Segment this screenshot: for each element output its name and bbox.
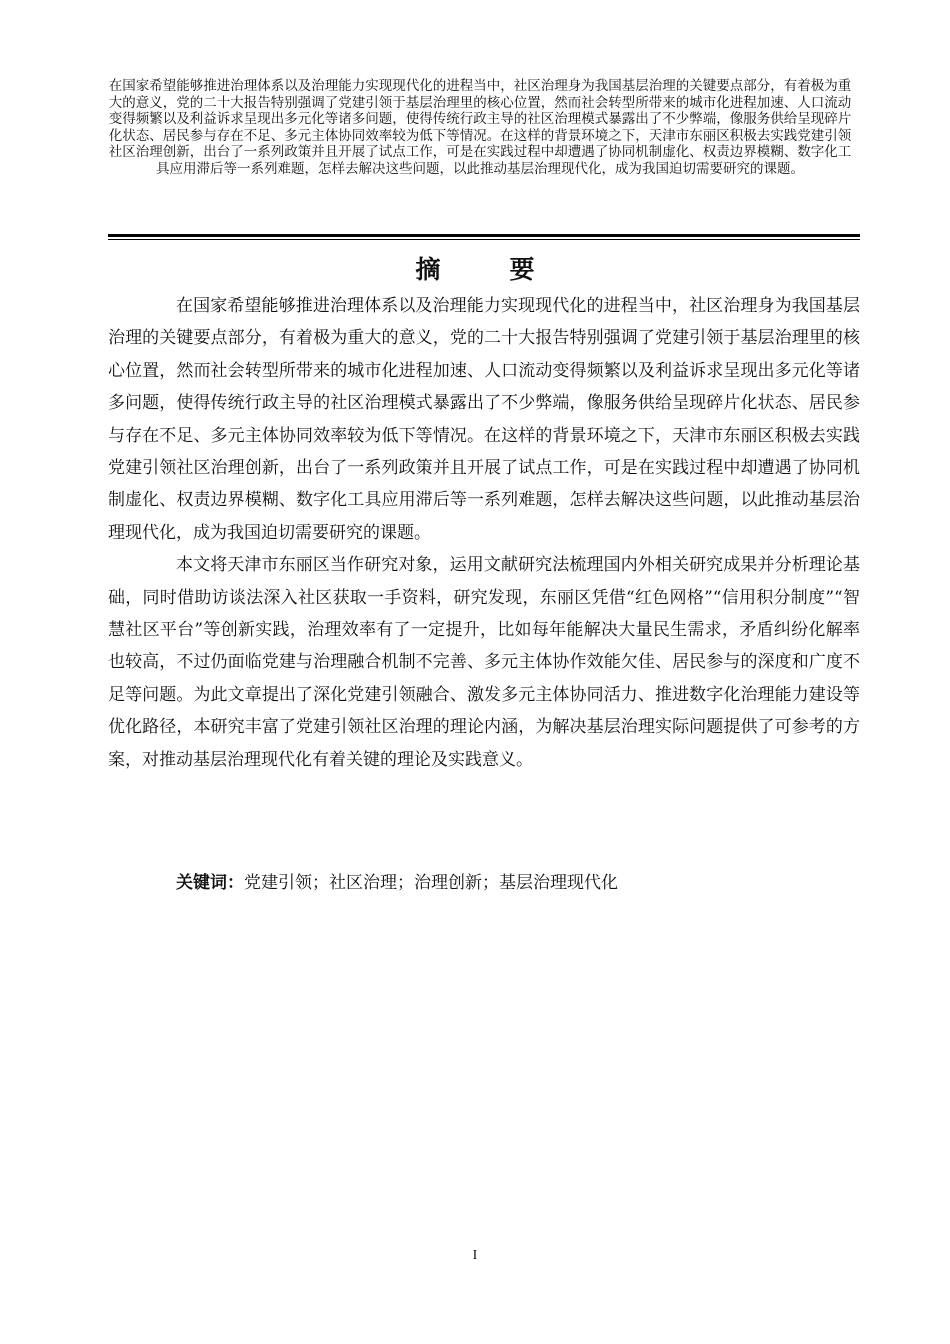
header-divider-thin bbox=[108, 239, 860, 240]
abstract-paragraph-2: 本文将天津市东丽区当作研究对象，运用文献研究法梳理国内外相关研究成果并分析理论基础，同时借助访谈法深入社区获取一手资料，研究发现，东丽区凭借“红色网格”“信用积分制度”“智慧社区平台”等创新实践，治理效率有了一定提升，比如每年能解决大量民生需求，矛盾纠纷化解率也较高，不过仍面临党建与治理融合机制不完善、多元主体协作效能欠佳、居民参与的深度和广度不足等问题。为此文章提出了深化党建引领融合、激发多元主体协同活力、推进数字化治理能力建设等优化路径，本研究丰富了党建引领社区治理的理论内涵，为解决基层治理实际问题提供了可参考的方案，对推动基层治理现代化有着关键的理论及实践意义。 bbox=[108, 555, 860, 770]
page-number: I bbox=[472, 1248, 478, 1263]
abstract-paragraph-1: 在国家希望能够推进治理体系以及治理能力实现现代化的进程当中，社区治理身为我国基层治理的关键要点部分，有着极为重大的意义，党的二十大报告特别强调了党建引领于基层治理里的核心位置，然而社会转型所带来的城市化进程加速、人口流动变得频繁以及利益诉求呈现出多元化等诸多问题，使得传统行政主导的社区治理模式暴露出了不少弊端，像服务供给呈现碎片化状态、居民参与存在不足、多元主体协同效率较为低下等情况。在这样的背景环境之下，天津市东丽区积极去实践党建引领社区治理创新，出台了一系列政策并且开展了试点工作，可是在实践过程中却遭遇了协同机制虚化、权责边界模糊、数字化工具应用滞后等一系列难题，怎样去解决这些问题，以此推动基层治理现代化，成为我国迫切需要研究的课题。 bbox=[108, 296, 860, 543]
header-abstract-excerpt: 在国家希望能够推进治理体系以及治理能力实现现代化的进程当中，社区治理身为我国基层治理的关键要点部分，有着极为重大的意义，党的二十大报告特别强调了党建引领于基层治理里的核心位置，然而社会转型所带来的城市化进程加速、人口流动变得频繁以及利益诉求呈现出多元化等诸多问题，使得传统行政主导的社区治理模式暴露出了不少弊端，像服务供给呈现碎片化状态、居民参与存在不足、多元主体协同效率较为低下等情况。在这样的背景环境之下，天津市东丽区积极去实践党建引领社区治理创新，出台了一系列政策并且开展了试点工作，可是在实践过程中却遭遇了协同机制虚化、权责边界模糊、数字化工具应用滞后等一系列难题，怎样去解决这些问题，以此推动基层治理现代化，成为我国迫切需要研究的课题。 bbox=[108, 78, 852, 177]
keywords-value: 党建引领；社区治理；治理创新；基层治理现代化 bbox=[244, 873, 618, 893]
abstract-body bbox=[108, 290, 860, 776]
keywords-label: 关键词： bbox=[176, 873, 244, 893]
keywords-line bbox=[176, 868, 618, 893]
header-divider-thick bbox=[108, 234, 860, 237]
abstract-title: 摘 要 bbox=[415, 255, 557, 284]
